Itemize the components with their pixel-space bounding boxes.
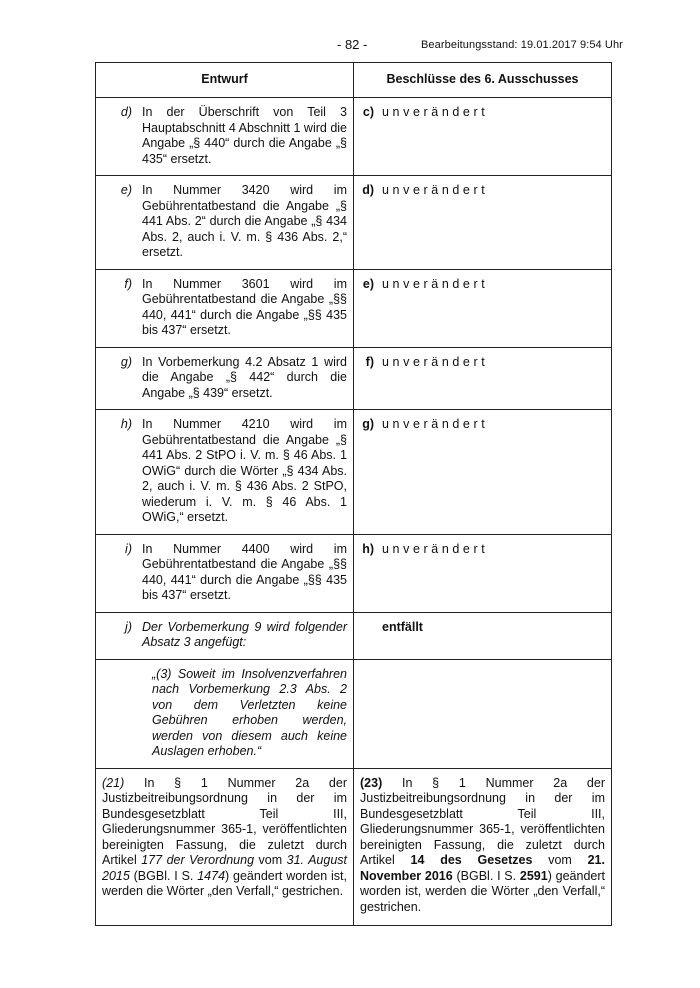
- header-row: [96, 63, 612, 98]
- table-row-final: [96, 768, 612, 926]
- item-text: In Nummer 3420 wird im Gebührentatbestand die Angabe „§ 441 Abs. 2“ durch die Angabe „§ 434 Abs. 2, auch i. V. m. § 436 Abs. 2,“ ersetzt.: [142, 183, 347, 259]
- item-letter: i): [125, 541, 132, 556]
- item-text: In Nummer 4210 wird im Gebührentatbestand die Angabe „§ 441 Abs. 2 StPO i. V. m. § 46 Abs. 1 OWiG“ durch die Wörter „§ 434 Abs. 2, auch i. V. m. § 436 Abs. 2 StPO, wiederum i. V. m. § 46 Abs. 1 OWiG,“ ersetzt.: [142, 417, 347, 524]
- left-cell: [96, 269, 354, 347]
- status-text: Bearbeitungsstand: 19.01.2017 9:54 Uhr: [421, 39, 623, 51]
- right-cell: [354, 612, 612, 659]
- column-header-beschluesse: Beschlüsse des 6. Ausschusses: [354, 63, 612, 98]
- table-row: [96, 98, 612, 176]
- item-letter: h): [120, 417, 132, 431]
- item-text: In der Überschrift von Teil 3 Hauptabschnitt 4 Abschnitt 1 wird die Angabe „§ 440“ durch die Angabe „§ 435“ ersetzt.: [142, 105, 347, 166]
- left-cell: [96, 347, 354, 410]
- final-left-text: (21) In § 1 Nummer 2a der Justizbeitreibungsordnung in der im Bundesgesetzblatt Teil III, Gliederungsnummer 365-1, veröffentlichten bereinigten Fassung, die zuletzt durch Artikel 177 der Verordnung vom 31. August 2015 (BGBl. I S. 1474) geändert worden ist, werden die Wörter „den Verfall,“ gestrichen.: [102, 775, 347, 898]
- left-cell: [96, 410, 354, 535]
- unveraendert-text: unverändert: [382, 105, 489, 119]
- item-letter: g): [120, 354, 132, 369]
- table-row: [96, 269, 612, 347]
- item-text: In Nummer 4400 wird im Gebührentatbestand die Angabe „§§ 440, 441“ durch die Angabe „§§ 435 bis 437“ ersetzt.: [142, 541, 347, 602]
- table-row: [96, 534, 612, 612]
- right-cell: [354, 534, 612, 612]
- unveraendert-text: unverändert: [382, 417, 489, 431]
- item-text: In Vorbemerkung 4.2 Absatz 1 wird die Angabe „§ 442“ durch die Angabe „§ 439“ ersetzt.: [142, 354, 347, 400]
- right-cell: [354, 269, 612, 347]
- item-letter: d): [120, 105, 132, 119]
- unveraendert-text: unverändert: [382, 276, 489, 291]
- right-cell-empty: [354, 659, 612, 768]
- item-letter: g): [362, 417, 374, 431]
- unveraendert-text: unverändert: [382, 541, 489, 556]
- left-cell: [96, 612, 354, 659]
- page-number: - 82 -: [337, 37, 368, 52]
- unveraendert-text: unverändert: [382, 183, 489, 197]
- item-letter: f): [124, 276, 132, 291]
- item-letter: e): [362, 276, 374, 291]
- table-row: [96, 176, 612, 270]
- right-cell: [354, 347, 612, 410]
- left-cell: [96, 98, 354, 176]
- column-header-entwurf: Entwurf: [96, 63, 354, 98]
- entfaellt-text: entfällt: [382, 619, 423, 634]
- right-cell: [354, 410, 612, 535]
- item-letter: h): [362, 541, 374, 556]
- item-letter: f): [365, 354, 374, 369]
- item-letter: e): [120, 183, 132, 197]
- table-row-quote: [96, 659, 612, 768]
- quote-text: „(3) Soweit im Insolvenzverfahren nach Vorbemerkung 2.3 Abs. 2 von dem Verletzten keine Gebühren erhoben werden, werden von diesem auch keine Auslagen erhoben.“: [152, 666, 347, 758]
- item-letter: c): [362, 105, 374, 119]
- left-cell: [96, 659, 354, 768]
- item-letter: d): [362, 183, 374, 197]
- item-text: In Nummer 3601 wird im Gebührentatbestand die Angabe „§§ 440, 441“ durch die Angabe „§§ 435 bis 437“ ersetzt.: [142, 276, 347, 337]
- item-text: Der Vorbemerkung 9 wird folgender Absatz 3 angefügt:: [142, 619, 347, 649]
- right-cell: [354, 176, 612, 270]
- table-row: [96, 410, 612, 535]
- table-row-j: [96, 612, 612, 659]
- right-cell: [354, 768, 612, 926]
- item-letter: j): [125, 619, 132, 634]
- right-cell: [354, 98, 612, 176]
- left-cell: [96, 176, 354, 270]
- unveraendert-text: unverändert: [382, 354, 489, 369]
- left-cell: [96, 768, 354, 926]
- comparison-table: [95, 62, 612, 926]
- left-cell: [96, 534, 354, 612]
- table-row: [96, 347, 612, 410]
- final-right-text: (23) In § 1 Nummer 2a der Justizbeitreibungsordnung in der im Bundesgesetzblatt Teil III, Gliederungsnummer 365-1, veröffentlichten bereinigten Fassung, die zuletzt durch Artikel 14 des Gesetzes vom 21. November 2016 (BGBl. I S. 2591) geändert worden ist, werden die Wörter „den Verfall,“ gestrichen.: [360, 775, 605, 914]
